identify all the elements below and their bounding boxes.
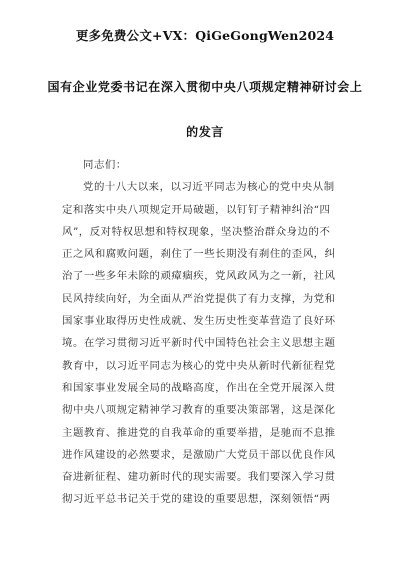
paragraph-line: 教育中，以习近平同志为核心的党中央从新时代新征程党: [62, 359, 336, 372]
paragraph-line: 党的十八大以来，以习近平同志为核心的党中央从制: [83, 181, 335, 194]
promo-header: 更多免费公文+VX：QiGeGongWen2024: [75, 28, 335, 43]
paragraph-line: 风”，反对特权思想和特权现象，坚决整治群众身边的不: [62, 225, 331, 238]
paragraph-line: 彻中央八项规定精神学习教育的重要决策部署，这是深化: [62, 404, 336, 417]
paragraph-line: 治了一些多年未除的顽瘴痼疾，党风政风为之一新，社风: [62, 270, 336, 283]
paragraph-line: 正之风和腐败问题，刹住了一些长期没有刹住的歪风，纠: [62, 248, 336, 261]
greeting: 同志们：: [83, 159, 127, 171]
paragraph-line: 彻习近平总书记关于党的建设的重要思想，深刻领悟“两: [62, 493, 331, 506]
paragraph-line: 和国家事业发展全局的战略高度，作出在全党开展深入贯: [62, 381, 336, 394]
paragraph-line: 民风持续向好，为全面从严治党提供了有力支撑，为党和: [62, 292, 336, 305]
paragraph-line: 奋进新征程、建功新时代的现实需要。我们要深入学习贯: [62, 471, 336, 484]
paragraph-line: 主题教育、推进党的自我革命的重要举措，是驰而不息推: [62, 426, 336, 439]
document-title-line-2: 的发言: [186, 125, 224, 139]
document-body: [62, 154, 352, 511]
paragraph-line: 境。在学习贯彻习近平新时代中国特色社会主义思想主题: [62, 337, 336, 350]
paragraph-line: 国家事业取得历史性成就、发生历史性变革营造了良好环: [62, 315, 336, 328]
paragraph-line: 定和落实中央八项规定开局破题，以钉钉子精神纠治“四: [62, 203, 331, 216]
document-title-line-1: 国有企业党委书记在深入贯彻中央八项规定精神研讨会上: [47, 80, 363, 94]
paragraph-line: 进作风建设的必然要求，是激励广大党员干部以优良作风: [62, 448, 336, 461]
